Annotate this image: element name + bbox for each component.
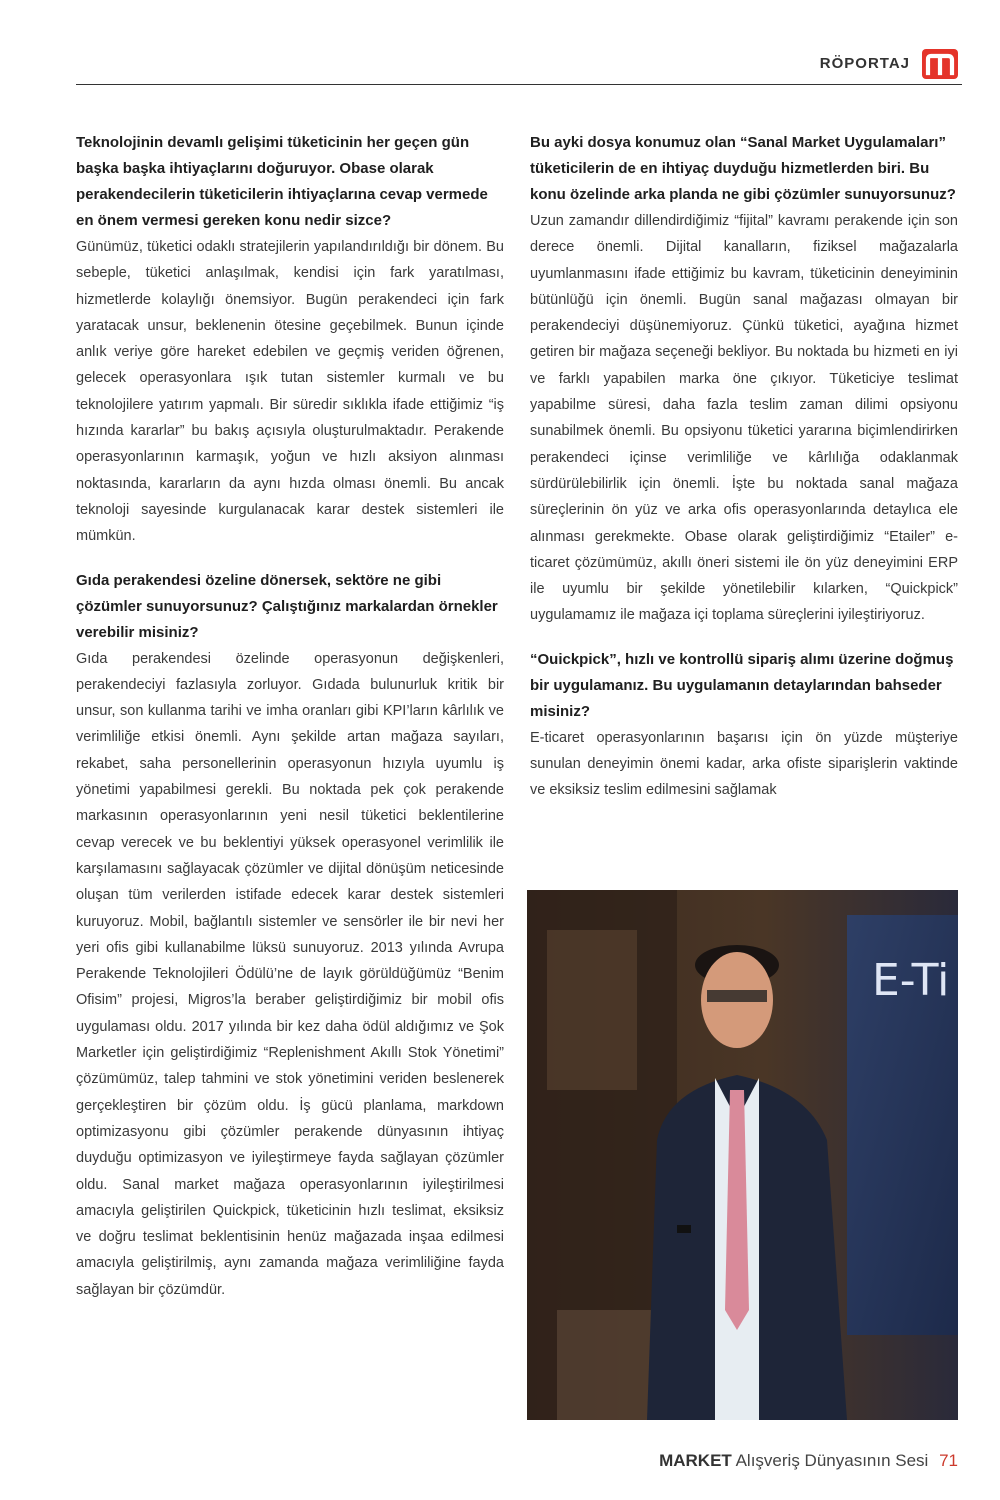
question-4: “Ouickpick”, hızlı ve kontrollü sipariş alımı üzerine doğmuş bir uygulamanız. Bu uygulamanın detaylarından bahseder misiniz? [530, 650, 954, 720]
footer-brand: MARKET [659, 1451, 732, 1470]
magazine-logo [922, 49, 958, 79]
answer-1: Günümüz, tüketici odaklı stratejilerin yapılandırıldığı bir dönem. Bu sebeple, tüketici anlaşılmak, kendisi için fark yaratılması, hizmetlerde kolaylığı önemsiyor. Bugün perakendeci için fark yaratacak unsur, beklenenin ötesine geçebilmek. Bunun içinde anlık veriye göre hareket edebilen ve geçmiş veriden öğrenen, gelecek operasyonlara ışık tutan sistemler kurmalı ve bu teknolojilere yatırım yapmalı. Bir süredir sıklıkla ifade ettiğimiz “iş hızında kararlar” bu bakış açısıyla oluşturulmaktadır. Perakende operasyonlarının karmaşık, yoğun ve hızlı aksiyon alınması noktasında, kararların da aynı hızda olması önemli. Bu ancak teknoloji sayesinde kurgulanacak karar destek sistemleri ile mümkün. [76, 239, 504, 545]
section-label: RÖPORTAJ [819, 55, 910, 72]
question-2: Gıda perakendesi özeline dönersek, sektöre ne gibi çözümler sunuyorsunuz? Çalıştığınız markalardan örnekler verebilir misiniz? [76, 571, 498, 641]
question-1: Teknolojinin devamlı gelişimi tüketicinin her geçen gün başka başka ihtiyaçlarını doğuruyor. Obase olarak perakendecilerin tüketicilerin ihtiyaçlarına cevap vermede en önem vermesi gereken konu nedir sizce? [76, 134, 488, 229]
answer-2: Gıda perakendesi özelinde operasyonun değişkenleri, perakendeciyi fazlasıyla zorluyor. Gıdada bulunurluk kritik bir unsur, son kullanma tarihi ve imha oranları gibi KPI’ların kârlılık ve verimliliğe etkisi önemli. Aynı şekilde artan mağaza sayıları, rekabet, saha personellerinin operasyonun hızıyla uyumlu iş yönetimi yapabilmesi gerekli. Bu noktada pek çok perakende markasının operasyonlarının yeni nesil tüketici beklentilerine cevap verecek ve bu beklentiyi yüksek operasyonel verimlilik ile karşılamasını sağlayacak çözümler ve dijital dönüşüm neticesinde oluşan tüm verilerden istifade edecek karar destek sistemleri kuruyoruz. Mobil, bağlantılı sistemler ve sensörler ile bir nevi her yeri ofis gibi kullanabilme lüksü sunuyoruz. 2013 yılında Avrupa Perakende Teknolojileri Ödülü’ne de layık görüldüğümüz “Benim Ofisim” projesi, Migros’la beraber geliştirdiğimiz bir mobil ofis uygulaması oldu. 2017 yılında bir kez daha ödül aldığımız ve Şok Marketler için geliştirdiğimiz “Replenishment Akıllı Stok Yönetimi” çözümümüz, talep tahmini ve stok yönetimini veriden beslenerek gerçekleştiren bir çözüm oldu. İş gücü planlama, markdown optimizasyonu gibi çözümler perakende dünyasının ihtiyaç duyduğu optimizasyon ve iyileştirmeye fayda sağlayan çözümler oldu. Sanal market mağaza operasyonlarının iyileştirilmesi amacıyla geliştirilen Quickpick, tüketicinin hızlı teslimat, eksiksiz ve doğru teslimat beklentisinin henüz mağazada inşaa edilmesi amacıyla geliştirilmiş, aynı zamanda mağaza verimliliğine fayda sağlayan bir çözümdür. [76, 650, 504, 1298]
screen-text: E-Ti [872, 955, 950, 1006]
answer-4: E-ticaret operasyonlarının başarısı için ön yüzde müşteriye sunulan deneyimin önemi kadar, arka ofiste siparişlerin vaktinde ve eksiksiz teslim edilmesini sağlamak [530, 729, 958, 799]
left-column [76, 130, 504, 1303]
right-column [530, 130, 958, 804]
footer-tagline: Alışveriş Dünyasının Sesi [735, 1451, 929, 1470]
header-divider [76, 84, 962, 85]
question-3: Bu ayki dosya konumuz olan “Sanal Market Uygulamaları” tüketicilerin de en ihtiyaç duyduğu hizmetlerden biri. Bu konu özelinde arka planda ne gibi çözümler sunuyorsunuz? [530, 134, 956, 203]
answer-3: Uzun zamandır dillendirdiğimiz “fijital” kavramı perakende için son derece önemli. Dijital kanalların, fiziksel mağazalarla uyumlanmasını ifade ettiğimiz bu kavram, tüketicinin deneyiminin bütünlüğü için önemli. Bugün sanal mağazası olmayan bir perakendeciyi düşünemiyoruz. Çünkü tüketici, ayağına hizmet getiren bir mağaza seçeneği bekliyor. Bu noktada bu hizmeti en iyi ve farklı yapabilen marka öne çıkıyor. Tüketiciye teslimat yapabilme süresi, daha fazla teslim zaman dilimi opsiyonu sunabilmek önemli. Bu opsiyonu tüketici yararına biçimlendirirken perakendeci içinse verimliliğe ve kârlılığa odaklanmak sürdürülebilirlik için önemli. İşte bu noktada sanal mağaza süreçlerinin ön yüz ve arka ofis operasyonlarında detaylıca ele alınması gerekmekte. Obase olarak geliştirdiğimiz “Etailer” e-ticaret çözümümüz, akıllı öneri sistemi ile ön yüz deneyimini ERP ile uyumlu bir şekilde yönetilebilir kılarken, “Quickpick” uygulamamız ile mağaza içi toplama süreçlerini iyileştiriyoruz. [530, 213, 958, 624]
speaker-photo [527, 890, 958, 1420]
page-number: 71 [939, 1451, 958, 1470]
page-footer [659, 1451, 958, 1471]
